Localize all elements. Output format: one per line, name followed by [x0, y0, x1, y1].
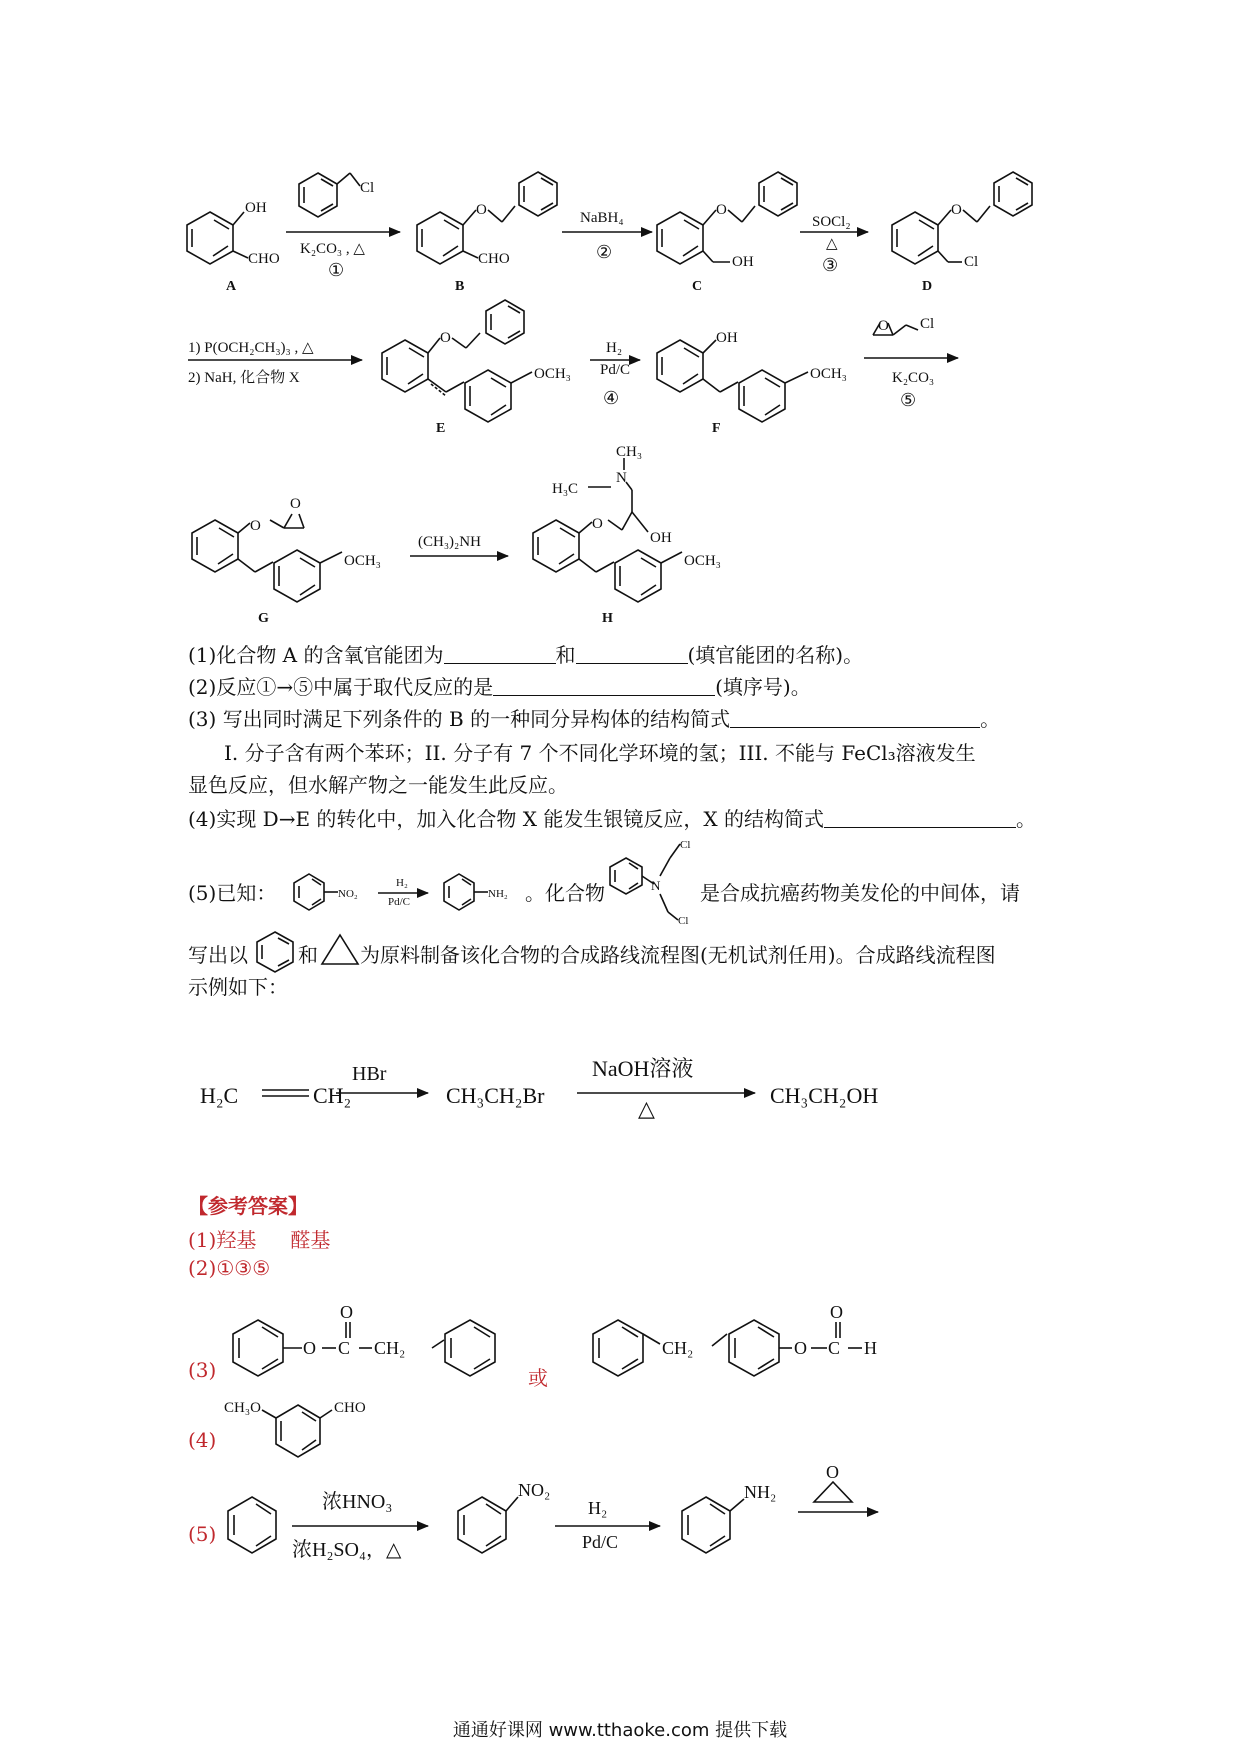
- answer-3-label: (3): [188, 1358, 217, 1382]
- answer-4-label: (4): [188, 1428, 217, 1452]
- known-h2: H₂: [396, 877, 408, 889]
- b-cho: CHO: [478, 251, 510, 267]
- step5-num: ⑤: [900, 390, 917, 410]
- q5-ethylene-oxide: [322, 935, 358, 964]
- step1-cond: K₂CO₃ , △: [300, 241, 365, 257]
- step3-cond: △: [826, 236, 838, 252]
- answers-title: 【参考答案】: [188, 1194, 308, 1218]
- a3s2-c: C: [828, 1338, 841, 1358]
- stepE-line2: 2) NaH, 化合物 X: [188, 370, 300, 386]
- q3-end: 。: [980, 707, 1001, 731]
- a3s2-co: O: [830, 1302, 843, 1322]
- a-cho: CHO: [248, 251, 280, 267]
- answer3-structure-1: [233, 1320, 495, 1376]
- f-label: F: [712, 421, 721, 436]
- step1-cl: Cl: [360, 180, 375, 196]
- example-end: CH₃CH₂OH: [770, 1083, 879, 1108]
- q5-text-e: 为原料制备该化合物的合成路线流程图(无机试剂任用)。合成路线流程图: [360, 943, 996, 967]
- a5-r1b: 浓H₂SO₄，△: [292, 1539, 402, 1561]
- answer-1-a: (1)羟基: [188, 1228, 257, 1252]
- question-4: [188, 804, 1036, 834]
- answer-3-or: 或: [528, 1366, 548, 1390]
- q3-blank[interactable]: [730, 705, 980, 728]
- step3-reagent: SOCl₂: [812, 214, 851, 230]
- h-label: H: [602, 611, 613, 626]
- q5-benzene: [257, 932, 293, 972]
- q3-text-a: (3) 写出同时满足下列条件的 B 的一种同分异构体的结构简式: [188, 707, 731, 731]
- a3s1-o: O: [303, 1338, 316, 1358]
- e-och3: OCH₃: [534, 366, 571, 382]
- compound-mustard: [610, 844, 680, 920]
- a5-h2: H₂: [588, 1498, 608, 1518]
- h-och3: OCH₃: [684, 553, 721, 569]
- f-och3: OCH₃: [810, 366, 847, 382]
- known-no2: NO₂: [338, 888, 358, 900]
- c-o: O: [716, 202, 727, 218]
- example-start: H₂C: [200, 1083, 239, 1108]
- question-1: [188, 640, 863, 670]
- step4-reagent: H₂: [606, 340, 623, 356]
- answer-5-label: (5): [188, 1522, 217, 1546]
- stepH-reagent: (CH₃)₂NH: [418, 534, 481, 550]
- step4-num: ④: [603, 388, 620, 408]
- q4-end: 。: [1016, 807, 1036, 831]
- q4-blank[interactable]: [824, 805, 1016, 828]
- q5-text-and: 和: [298, 943, 318, 967]
- step4-cat: Pd/C: [600, 362, 631, 378]
- a-oh: OH: [245, 200, 267, 216]
- d-o: O: [951, 202, 962, 218]
- question-3: [188, 704, 1000, 734]
- q4-text-a: (4)实现 D→E 的转化中，加入化合物 X 能发生银镜反应，X 的结构简式: [188, 807, 824, 831]
- h-n: N: [616, 470, 627, 486]
- h-ch3: CH₃: [616, 444, 643, 460]
- q1-blank-2[interactable]: [576, 641, 688, 664]
- q3-condition-1: I. 分子含有两个苯环；II. 分子有 7 个不同化学环境的氢；III. 不能与 FeCl₃溶液发生: [224, 741, 976, 765]
- example-cond2: △: [638, 1096, 655, 1121]
- a5-no2: NO₂: [518, 1480, 551, 1500]
- example-mid: CH₃CH₂Br: [446, 1083, 545, 1108]
- a5-nh2: NH₂: [744, 1482, 777, 1502]
- compound-a: [187, 212, 248, 264]
- q1-text-b: (填官能团的名称)。: [687, 643, 864, 667]
- q3-condition-2: 显色反应，但水解产物之一能发生此反应。: [188, 773, 568, 797]
- a3s2-o: O: [794, 1338, 807, 1358]
- q1-blank-1[interactable]: [444, 641, 556, 664]
- a5-epoxide-o: O: [826, 1462, 839, 1482]
- q5-text-a: (5)已知：: [188, 881, 277, 905]
- a3s2-ch2: CH₂: [662, 1338, 694, 1358]
- b-o: O: [476, 202, 487, 218]
- g-label: G: [258, 611, 269, 626]
- q2-text-b: (填序号)。: [715, 675, 811, 699]
- answer3-structure-2: [593, 1320, 862, 1376]
- compound-f: [657, 340, 808, 422]
- a4-cho: CHO: [334, 1400, 366, 1416]
- step1-num: ①: [328, 260, 345, 280]
- mustard-n: N: [651, 878, 661, 893]
- c-oh: OH: [732, 254, 754, 270]
- f-oh: OH: [716, 330, 738, 346]
- h-oh: OH: [650, 530, 672, 546]
- a3s1-co: O: [340, 1302, 353, 1322]
- a3s2-h: H: [864, 1338, 877, 1358]
- a-label: A: [226, 279, 237, 294]
- q5-text-b: 。化合物: [525, 881, 605, 905]
- a4-ch3o: CH₃O: [224, 1400, 261, 1416]
- footer: 通通好课网 www.tthaoke.com 提供下载: [452, 1720, 788, 1741]
- q2-blank[interactable]: [493, 673, 715, 696]
- q1-text-a: (1)化合物 A 的含氧官能团为: [188, 643, 444, 667]
- question-2: [188, 672, 811, 702]
- h-o: O: [592, 516, 603, 532]
- q5-text-d: 写出以: [188, 943, 248, 967]
- step3-num: ③: [822, 255, 839, 275]
- a3s1-c: C: [338, 1338, 351, 1358]
- q5-text-c: 是合成抗癌药物美发伦的中间体，请: [700, 881, 1020, 905]
- b-label: B: [455, 279, 465, 294]
- stepE-line1: 1) P(OCH₂CH₃)₃ , △: [188, 340, 314, 356]
- step2-reagent: NaBH₄: [580, 210, 624, 226]
- g-o: O: [250, 518, 261, 534]
- c-label: C: [692, 279, 703, 294]
- example-r1: HBr: [352, 1063, 387, 1085]
- a5-r1a: 浓HNO₃: [322, 1491, 393, 1513]
- step2-num: ②: [596, 242, 613, 262]
- q5-text-f: 示例如下：: [188, 975, 288, 999]
- example-start2: CH₂: [313, 1083, 352, 1108]
- d-label: D: [922, 279, 933, 294]
- known-nh2: NH₂: [488, 888, 508, 900]
- g-epoxide-o: O: [290, 496, 301, 512]
- known-nitrobenzene: [294, 874, 338, 910]
- step5-cond: K₂CO₃: [892, 370, 935, 386]
- compound-e: [382, 300, 532, 422]
- step1-reagent: [299, 173, 360, 217]
- h-h3c: H₃C: [552, 481, 579, 497]
- e-o: O: [440, 330, 451, 346]
- answer-2: (2)①③⑤: [188, 1256, 271, 1280]
- known-aniline: [444, 874, 488, 910]
- example-r2: NaOH溶液: [592, 1056, 694, 1081]
- a3s1-ch2: CH₂: [374, 1338, 406, 1358]
- compound-d: [892, 172, 1032, 264]
- g-och3: OCH₃: [344, 553, 381, 569]
- q2-text-a: (2)反应①→⑤中属于取代反应的是: [188, 675, 494, 699]
- a5-cat: Pd/C: [582, 1532, 619, 1552]
- compound-g: [192, 514, 342, 602]
- known-cat: Pd/C: [388, 896, 411, 908]
- mustard-cl2: Cl: [678, 915, 689, 927]
- compound-c: [657, 172, 797, 264]
- answer4-structure: [262, 1405, 332, 1457]
- d-cl: Cl: [964, 254, 979, 270]
- mustard-cl1: Cl: [680, 839, 691, 851]
- answer-1-b: 醛基: [290, 1228, 331, 1252]
- e-label: E: [436, 421, 446, 436]
- step5-cl: Cl: [920, 316, 935, 332]
- answer-1: [188, 1224, 330, 1253]
- q1-and: 和: [555, 643, 576, 667]
- step5-o: O: [878, 318, 889, 334]
